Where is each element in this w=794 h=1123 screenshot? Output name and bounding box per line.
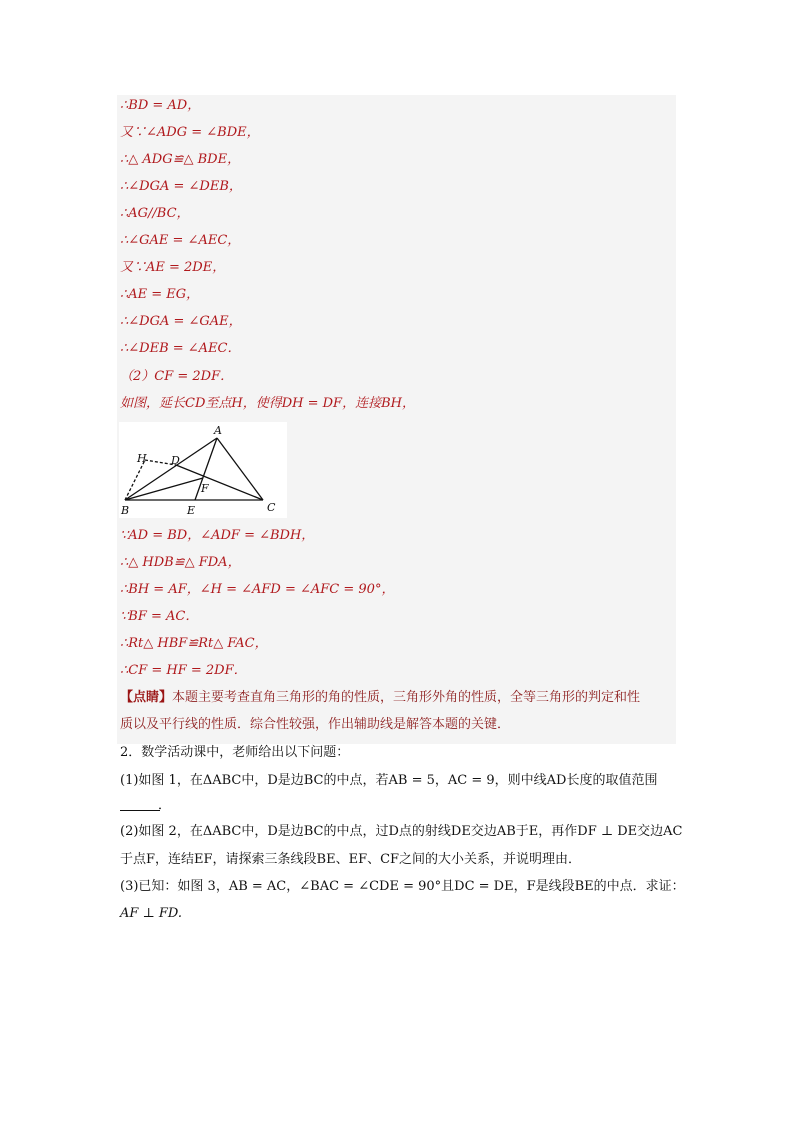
question-2-line-1: (2)如图 2，在ΔABC中，D是边BC的中点，过D点的射线DE交边AB于E，再作DF ⊥ DE交边AC bbox=[120, 824, 683, 839]
solution-line: ∴BD = AD， bbox=[120, 98, 201, 113]
comment-line-2: 质以及平行线的性质．综合性较强，作出辅助线是解答本题的关键． bbox=[120, 717, 511, 732]
label-e: E bbox=[187, 504, 196, 517]
comment-label: 【点睛】 bbox=[120, 690, 173, 705]
solution-line: ∵AD = BD，∠ADF = ∠BDH， bbox=[120, 528, 315, 543]
solution-line: ∴∠DGA = ∠DEB， bbox=[120, 179, 242, 194]
label-h: H bbox=[137, 452, 147, 465]
label-c: C bbox=[267, 501, 276, 514]
solution-line: ∴Rt△ HBF≌Rt△ FAC， bbox=[120, 636, 268, 651]
problem-title: 2．数学活动课中，老师给出以下问题： bbox=[120, 745, 350, 760]
comment-text-1: 本题主要考查直角三角形的角的性质，三角形外角的性质，全等三角形的判定和性 bbox=[172, 690, 641, 705]
label-f: F bbox=[201, 482, 209, 495]
solution-line: ∴△ ADG≌△ BDE， bbox=[120, 152, 241, 167]
question-1-tail: ． bbox=[158, 798, 172, 813]
question-1: (1)如图 1，在ΔABC中，D是边BC的中点，若AB = 5，AC = 9，则中线AD长度的取值范围 bbox=[120, 773, 658, 788]
solution-line: ∴∠DEB = ∠AEC． bbox=[120, 341, 241, 356]
answer-blank bbox=[120, 810, 160, 811]
solution-line: 又∵∠ADG = ∠BDE， bbox=[120, 125, 260, 140]
solution-line: ∴△ HDB≌△ FDA， bbox=[120, 555, 241, 570]
triangle-diagram bbox=[119, 422, 287, 518]
solution-line: ∴AG//BC， bbox=[120, 206, 190, 221]
label-d: D bbox=[171, 454, 180, 467]
question-3-line-1: (3)已知：如图 3，AB = AC，∠BAC = ∠CDE = 90°且DC = DE，F是线段BE的中点．求证： bbox=[120, 879, 685, 894]
solution-line: ∴BH = AF，∠H = ∠AFD = ∠AFC = 90°， bbox=[120, 582, 395, 597]
solution-line: ∴∠DGA = ∠GAE， bbox=[120, 314, 242, 329]
solution-line: ∴CF = HF = 2DF． bbox=[120, 663, 247, 678]
triangle-figure bbox=[119, 422, 287, 518]
part2-intro: 如图，延长CD至点H，使得DH = DF，连接BH， bbox=[120, 396, 415, 411]
label-a: A bbox=[214, 424, 222, 437]
label-b: B bbox=[121, 504, 130, 517]
part2-header: （2）CF = 2DF． bbox=[120, 369, 234, 384]
solution-line: 又∵AE = 2DE， bbox=[120, 260, 226, 275]
question-2-line-2: 于点F，连结EF，请探索三条线段BE、EF、CF之间的大小关系，并说明理由． bbox=[120, 852, 582, 867]
segment-bf bbox=[125, 478, 203, 500]
comment-line-1 bbox=[120, 689, 640, 707]
solution-line: ∴∠GAE = ∠AEC， bbox=[120, 233, 241, 248]
solution-line: ∵BF = AC． bbox=[120, 609, 199, 624]
question-3-line-2: AF ⊥ FD. bbox=[120, 906, 183, 921]
solution-line: ∴AE = EG， bbox=[120, 287, 200, 302]
